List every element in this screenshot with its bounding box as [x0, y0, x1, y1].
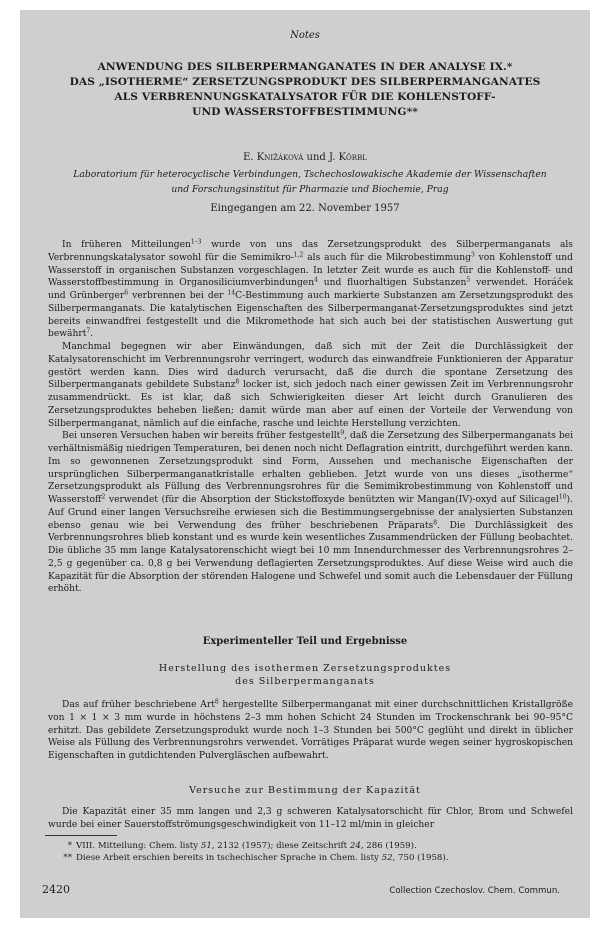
paragraph: Bei unseren Versuchen haben wir bereits früher festgestellt$^9$, daß die Zersetzung des Silberpermanganats bei verhältnismäßig niedrigen Temperaturen, bei denen noch nicht Deflagration eintritt, durchgeführt werden kann. Im so gewonnenen Zersetzungsprodukt sind Form, Aussehen und mechanische Eigenschaften der ursprünglichen Silberpermanganatkristalle erhalten geblieben. Jetzt wurde von uns dieses „isotherme“ Zersetzungsprodukt als Füllung des Verbrennungsrohres für die Semimikrobestimmung von Kohlenstoff und Wasserstoff$^2$ verwendet (für die Absorption der Stickstoffoxyde benützten wir Mangan(IV)-oxyd auf Silicagel$^{10}$). Auf Grund einer langen Versuchsreihe erwiesen sich die Bestimmungsergebnisse der analysierten Substanzen ebenso genau wie bei Verwendung des früher beschriebenen Präparats$^8$. Die Durchlässigkeit des Verbrennungsrohres blieb konstant und es wurde kein wesentliches Zusammendrücken der Füllung beobachtet. Die übliche 35 mm lange Katalysatorenschicht wiegt bei 10 mm Innendurchmesser des Verbrennungsrohres 2–2,5 g gegenüber ca. 0,8 g bei Verwendung deflagierten Zersetzungsproduktes. Auf diese Weise wird auch die Kapazität für die Absorption der störenden Halogene und Schwefel und somit auch die Lebensdauer der Füllung erhöht. [48, 429, 573, 595]
reference-superscript: 7 [86, 327, 91, 335]
author-connector: und [303, 152, 329, 163]
title-line: DAS „ISOTHERME“ ZERSETZUNGSPRODUKT DES SILBERPERMANGANATES [69, 76, 541, 88]
received-date: Eingegangen am 22. November 1957 [210, 203, 400, 214]
reference-superscript: 8 [214, 698, 219, 706]
author-name: J. Körbl [329, 152, 367, 163]
volume-number: 51 [200, 841, 212, 851]
title-line: ANWENDUNG DES SILBERPERMANGANATES IN DER ANALYSE IX.* [97, 61, 513, 73]
title-line: UND WASSERSTOFFBESTIMMUNG** [192, 106, 418, 118]
subsection-heading: Versuche zur Bestimmung der Kapazität [189, 785, 421, 796]
introduction-text [48, 239, 573, 596]
paragraph: In früheren Mitteilungen$^{1-3}$ wurde von uns das Zersetzungsprodukt des Silberpermanganats als Verbrennungskatalysator sowohl für die Semimikro-$^{1,2}$ als auch für die Mikrobestimmung$^3$ von Kohlenstoff und Wasserstoff in organischen Substanzen vorgeschlagen. In letzter Zeit wurde es auch für die Kohlenstoff- und Wasserstoffbestimmung in Organosiliciumverbindungen$^4$ und fluorhaltigen Substanzen$^5$ verwendet. Horáček und Grünberger$^6$ verbrennen bei der $^{14}$C-Bestimmung auch markierte Substanzen am Zersetzungsprodukt des Silberpermanganats. Die katalytischen Eigenschaften des Silberpermanganat-Zersetzungsproduktes sind jetzt bereits einwandfrei festgestellt und die Mikromethode hat sich auch bei der statistischen Auswertung gut bewährt$^7$. [48, 238, 573, 340]
affiliation-line: Laboratorium für heterocyclische Verbindungen, Tschechoslowakische Akademie der Wissenschaften [73, 169, 547, 180]
running-head: Notes [290, 30, 320, 41]
reference-superscript: 3 [470, 251, 475, 259]
article-title [40, 60, 570, 120]
subheading-line: des Silberpermanganats [235, 675, 375, 687]
reference-superscript: 4 [314, 276, 318, 284]
section-heading: Experimenteller Teil und Ergebnisse [202, 636, 408, 647]
footnote-mark: * [67, 841, 72, 851]
subheading-line: Herstellung des isothermen Zersetzungsproduktes [158, 663, 452, 674]
reference-superscript: 9 [340, 429, 345, 437]
footnote [48, 840, 568, 852]
footnote [48, 852, 568, 864]
authors [20, 152, 590, 163]
reference-superscript: 5 [466, 276, 471, 284]
reference-superscript: 8 [433, 519, 438, 526]
volume-number: 24 [349, 841, 361, 851]
footnote-text: Diese Arbeit erschien bereits in tschechischer Sprache in Chem. listy 52, 750 (1958). [76, 853, 449, 863]
affiliation-line: und Forschungsinstitut für Pharmazie und Biochemie, Prag [171, 184, 449, 195]
paragraph: Manchmal begegnen wir aber Einwändungen, daß sich mit der Zeit die Durchlässigkeit der Katalysatorenschicht im Verbrennungsrohr verringert, wodurch das einwandfreie Funktionieren der Apparatur gestört werden kann. Dies wird dadurch verursacht, daß die durch die spontane Zersetzung des Silberpermanganats gebildete Substanz$^8$ locker ist, sich jedoch nach einer gewissen Zeit im Verbrennungsrohr zusammendrückt. Es ist klar, daß sich Schwierigkeiten dieser Art leicht durch Granulieren des Zersetzungsproduktes beheben ließen; damit würde man aber auf einen der Vorteile der Verwendung von Silberpermanganat, nämlich auf die einfache, rasche und leichte Herstellung verzichten. [48, 342, 574, 429]
scanned-page [20, 10, 590, 918]
reference-superscript: 6 [124, 289, 129, 297]
paragraph: Die Kapazität einer 35 mm langen und 2,3 g schweren Katalysatorschicht für Chlor, Brom und Schwefel wurde bei einer Sauerstoffströmungsgeschwindigkeit von 11–12 ml/min in gleicher [48, 807, 573, 830]
preparation-text [48, 699, 573, 763]
reference-superscript: 10 [558, 493, 567, 501]
reference-superscript: 1–3 [190, 238, 202, 246]
reference-superscript: 14 [227, 289, 236, 297]
subsection-heading [20, 663, 590, 688]
footnote-text: VIII. Mitteilung: Chem. listy 51, 2132 (1957); diese Zeitschrift 24, 286 (1959). [76, 841, 417, 851]
capacity-text [48, 806, 573, 832]
paragraph: Das auf früher beschriebene Art$^8$ hergestellte Silberpermanganat mit einer durchschnittlichen Kristallgröße von 1 × 1 × 3 mm wurde in höchstens 2–3 mm hohen Schicht 24 Stunden im Trockenschrank bei 90–95°C erhitzt. Das gebildete Zersetzungsprodukt wurde noch 1–3 Stunden bei 500°C geglüht und direkt in üblicher Weise als Füllung des Verbrennungsrohrs verwendet. Vorrätiges Präparat wurde wegen seiner hygroskopischen Eigenschaften in gutdichtenden Pulvergläschen aufbewahrt. [48, 698, 573, 761]
footnote-rule [45, 835, 117, 836]
footnote-mark: ** [63, 853, 72, 863]
footnotes [48, 840, 568, 864]
volume-number: 52 [381, 853, 393, 863]
reference-superscript: 2 [101, 493, 106, 501]
affiliation [50, 167, 570, 197]
journal-name: Collection Czechoslov. Chem. Commun. [389, 886, 560, 896]
page-number: 2420 [42, 883, 70, 896]
reference-superscript: 1,2 [293, 251, 304, 259]
author-name: E. Knižáková [243, 152, 304, 163]
title-line: ALS VERBRENNUNGSKATALYSATOR FÜR DIE KOHLENSTOFF- [114, 91, 496, 103]
reference-superscript: 8 [235, 378, 240, 386]
